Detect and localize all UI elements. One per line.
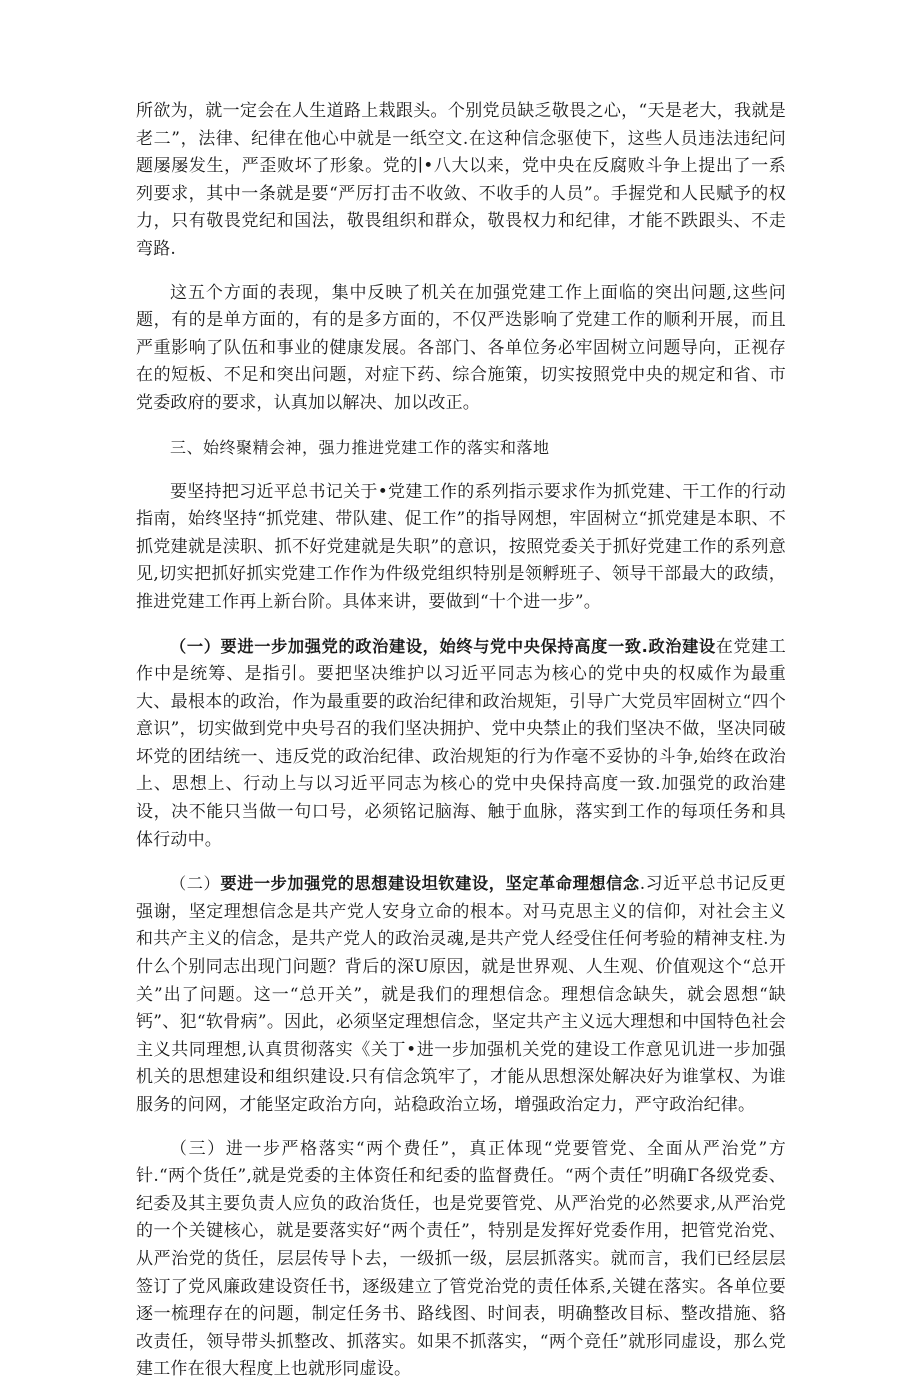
- list-item-two-heading: 要进一步加强党的思想建设坦钦建设，坚定革命理想信念: [220, 874, 640, 894]
- list-item-one-body: 在党建工作中是统筹、是指引。要把坚决维护以习近平同志为核心的党中央的权威作为最重大、最根本的政治，作为最重要的政治纪律和政治规矩，引导广大党员牢固树立“四个意识”，切实做到党中央号召的我们坚决拥护、党中央禁止的我们坚决不做，坚决同破坏党的团结统一、违反党的政治纪律、政治规矩的行为作毫不妥协的斗争,始终在政治上、思想上、行动上与以习近平同志为核心的党中央保持高度一致.加强党的政治建设，决不能只当做一句口号，必须铭记脑海、触于血脉，落实到工作的每项任务和具体行动中。: [136, 636, 786, 850]
- paragraph-summary: 这五个方面的表现，集中反映了机关在加强党建工作上面临的突出问题,这些问题，有的是单方面的，有的是多方面的，不仅严迭影响了党建工作的顺利开展，而且严重影响了队伍和事业的健康发展。各部门、各单位务必牢固树立问题导向，正视存在的短板、不足和突出问题，对症下药、综合施策，切实按照党中央的规定和省、市党委政府的要求，认真加以解决、加以改正。: [136, 282, 786, 413]
- list-item-one-heading: （一）要进一步加强党的政治建设，始终与党中央保持高度一致.政治建设: [170, 636, 716, 656]
- document-page: [136, 98, 786, 1400]
- section-heading-three: 三、始终聚精会神，强力推进党建工作的落实和落地: [170, 437, 550, 457]
- paragraph-continuation: 所欲为，就一定会在人生道路上栽跟头。个别党员缺乏敬畏之心，“天是老大，我就是老二”，法律、纪律在他心中就是一纸空文.在这种信念驱使下，这些人员违法违纪问题屡屡发生，严歪败坏了形象。党的∣•八大以来，党中央在反腐败斗争上提出了一系列要求，其中一条就是要“严厉打击不收敛、不收手的人员”。手握党和人民赋予的权力，只有敬畏党纪和国法，敬畏组织和群众，敬畏权力和纪律，才能不跌跟头、不走弯路.: [136, 101, 786, 259]
- list-item-three: （三）进一步严格落实“两个费任”，真正体现“党要管党、全面从严治党”方针.“两个货任”,就是党委的主体资任和纪委的监督费任。“两个责任”明确Γ各级党委、纪委及其主要负责人应负的政治货任，也是党要管党、从严治党的必然要求,从严治党的一个关键核心，就是要落实好“两个责任”，特别是发挥好党委作用，把管党治党、从严治党的货任，层层传导卜去，一级抓一级，层层抓落实。就而言，我们已经层层签订了党风廉政建设资任书，逐级建立了管党治党的责任体系,关键在落实。各单位要逐一梳理存在的问题，制定任务书、路线图、时间表，明确整改目标、整改措施、貉改责任，领导带头抓整改、抓落实。如果不抓落实，“两个竞任”就形同虚设，那么党建工作在很大程度上也就形同虚设。: [136, 1138, 786, 1380]
- list-item-one: [136, 633, 786, 855]
- paragraph-section-intro: 要坚持把习近平总书记关于•党建工作的系列指示要求作为抓党建、干工作的行动指南，始终坚持“抓党建、带队建、促工作”的指导网想，牢固树立“抓党建是本职、不抓党建就是渎职、抓不好党建就是失职”的意识，按照党委关于抓好党建工作的系列意见,切实把抓好抓实党建工作作为件级党组织特别是领孵班子、领导干部最大的政绩，推进党建工作再上新台阶。具体来讲，要做到“十个进一步”。: [136, 481, 786, 612]
- list-item-two-body: .习近平总书记反更强谢，坚定理想信念是共产党人安身立命的根本。对马克思主义的信仰，对社会主义和共产主义的信念，是共产党人的政治灵魂,是共产党人经受住任何考验的精神支柱.为什么个别同志出现门问题？背后的深U原因，就是世界观、人生观、价值观这个“总开关”出了问题。这一“总开关”，就是我们的理想信念。理想信念缺失，就会恩想“缺钙”、犯“软骨病”。因此，必须坚定理想信念，坚定共产主义远大理想和中国特色社会主义共同理想,认真贯彻落实《关丁•进一步加强机关党的建设工作意见讥进一步加强机关的思想建设和组织建设.只有信念筑牢了，才能从思想深处解决好为谁掌权、为谁服务的问网，才能坚定政治方向，站稳政治立场，增强政治定力，严守政治纪律。: [136, 874, 786, 1115]
- list-item-two: [136, 870, 786, 1119]
- list-item-two-number: （二）: [170, 874, 221, 894]
